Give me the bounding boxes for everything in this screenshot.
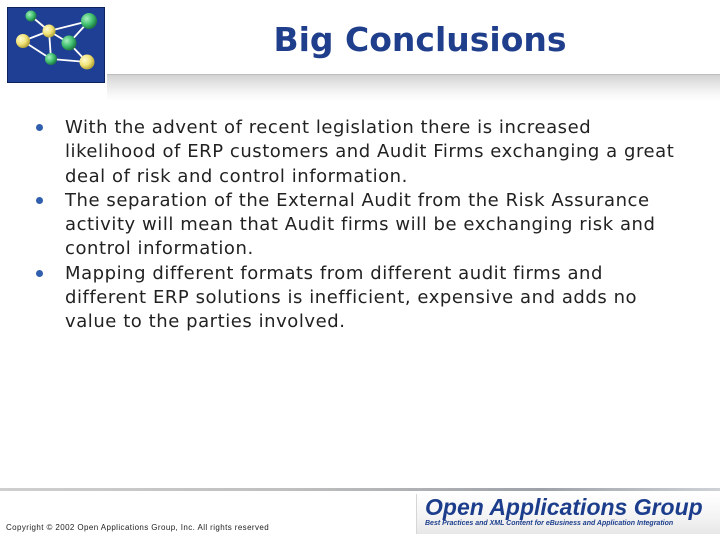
bullet-text: With the advent of recent legislation there is increased likelihood of ERP customers and Audit Firms exchanging a great deal of risk and control information. (65, 117, 675, 187)
bullet-item (36, 189, 676, 262)
brand-tagline: Best Practices and XML Content for eBusiness and Application Integration (425, 520, 674, 527)
brand-name: Open Applications Group (425, 494, 703, 520)
bullet-item (36, 116, 676, 189)
bullet-list (36, 116, 676, 335)
footer-divider (0, 488, 720, 491)
network-nodes-logo-icon (7, 7, 105, 83)
slide-title: Big Conclusions (273, 20, 567, 59)
brand-banner (416, 494, 720, 534)
bullet-text: Mapping different formats from different audit firms and different ERP solutions is inefficient, expensive and adds no value to the parties involved. (65, 262, 638, 333)
bullet-item (36, 262, 676, 335)
round-bullet-icon (36, 197, 43, 204)
round-bullet-icon (36, 124, 43, 131)
title-underline (107, 74, 720, 101)
copyright-notice: Copyright © 2002 Open Applications Group, Inc. All rights reserved (6, 523, 270, 532)
round-bullet-icon (36, 270, 43, 277)
bullet-text: The separation of the External Audit from the Risk Assurance activity will mean that Audit firms will be exchanging risk and control information. (65, 189, 656, 260)
